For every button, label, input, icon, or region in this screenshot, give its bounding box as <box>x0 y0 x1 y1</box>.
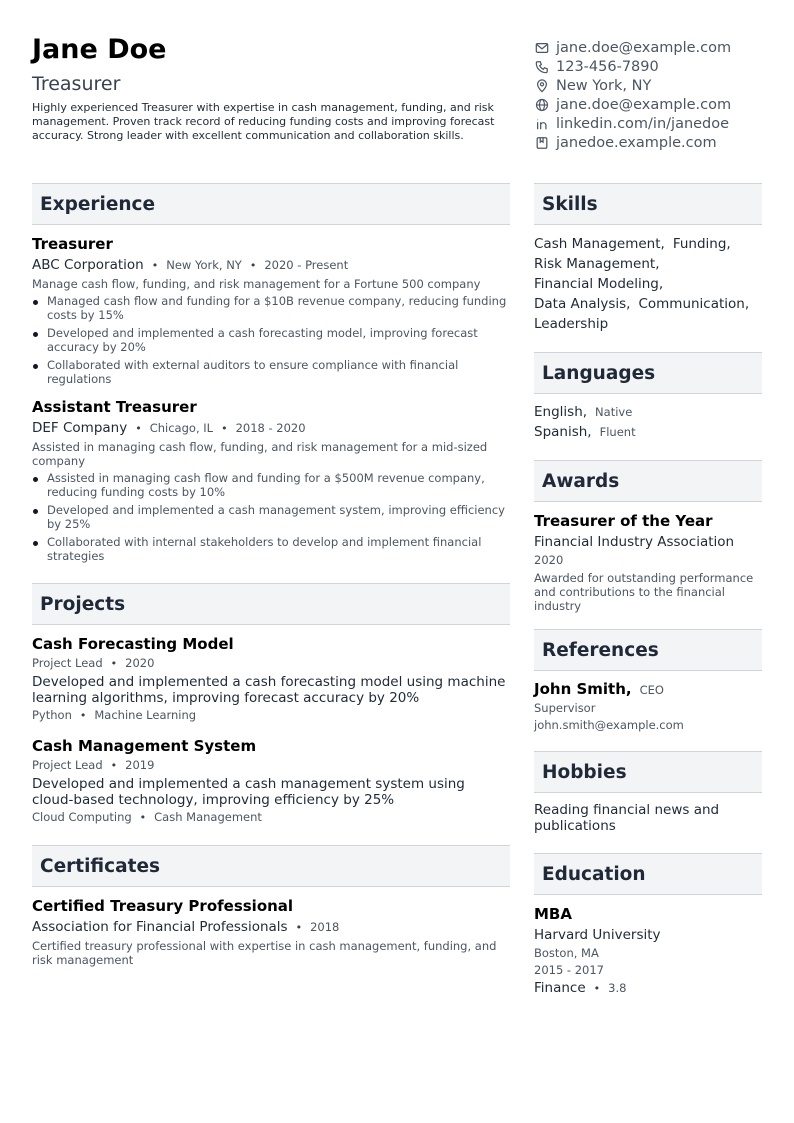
project-title: Cash Forecasting Model <box>32 635 234 653</box>
certificates-heading-text: Certificates <box>40 855 160 877</box>
contact-location <box>534 76 774 95</box>
separator-dot: • <box>139 811 147 824</box>
experience-item <box>32 235 510 386</box>
separator-dot: • <box>151 259 159 272</box>
project-keywords <box>32 810 510 825</box>
job-highlight: Assisted in managing cash flow and funding for a $500M revenue company, reducing funding costs by 10% <box>32 471 510 499</box>
project-item <box>32 737 510 825</box>
project-keyword: Machine Learning <box>94 708 197 722</box>
contact-linkedin-text: linkedin.com/in/janedoe <box>556 115 730 132</box>
separator-dot: • <box>79 709 87 722</box>
certificates-heading <box>32 845 510 887</box>
separator-dot: • <box>249 259 257 272</box>
award-item <box>534 512 762 613</box>
job-dates: 2018 - 2020 <box>235 421 306 435</box>
certificate-item <box>32 897 510 967</box>
hobbies-heading-text: Hobbies <box>542 761 627 783</box>
award-description: Awarded for outstanding performance and contributions to the financial industry <box>534 571 754 613</box>
skills-heading-text: Skills <box>542 193 598 215</box>
job-dates: 2020 - Present <box>264 258 349 272</box>
skills-heading <box>534 183 762 225</box>
hobbies-heading <box>534 751 762 793</box>
separator-dot: • <box>593 982 601 995</box>
education-degree: MBA <box>534 905 572 923</box>
language-level: Native <box>595 405 633 419</box>
job-company: DEF Company <box>32 420 128 436</box>
separator-dot: • <box>135 422 142 435</box>
location-pin-icon <box>534 78 549 93</box>
language-name: Spanish, <box>534 424 592 440</box>
award-title: Treasurer of the Year <box>534 512 713 530</box>
certificate-title: Certified Treasury Professional <box>32 897 294 915</box>
separator-dot: • <box>110 657 118 670</box>
job-highlights <box>32 471 510 563</box>
phone-icon <box>534 59 549 74</box>
job-highlight: Collaborated with external auditors to ensure compliance with financial regulations <box>32 358 510 386</box>
language-item <box>534 402 762 422</box>
reference-relation: Supervisor <box>534 701 596 715</box>
job-meta <box>32 420 510 437</box>
job-location: New York, NY <box>166 258 242 272</box>
job-summary: Assisted in managing cash flow, funding, and risk management for a mid-sized company <box>32 440 488 468</box>
language-level: Fluent <box>599 425 636 439</box>
job-highlights <box>32 294 510 386</box>
certificate-year: 2018 <box>310 920 340 934</box>
skill-item: Financial Modeling, <box>534 276 664 292</box>
languages-list <box>534 402 762 442</box>
job-title: Assistant Treasurer <box>32 398 197 416</box>
education-location: Boston, MA <box>534 946 599 960</box>
reference-item <box>534 680 762 733</box>
languages-heading <box>534 352 762 394</box>
project-role: Project Lead <box>32 758 103 772</box>
projects-heading-text: Projects <box>40 593 126 615</box>
skill-item: Data Analysis, <box>534 296 631 312</box>
contact-email[interactable] <box>534 38 774 57</box>
project-description: Developed and implemented a cash management system using cloud-based technology, improving efficiency by 25% <box>32 776 465 808</box>
experience-item <box>32 398 510 563</box>
award-awarder: Financial Industry Association <box>534 534 735 550</box>
project-title: Cash Management System <box>32 737 257 755</box>
experience-heading-text: Experience <box>40 193 156 215</box>
skill-item: Cash Management, <box>534 236 665 252</box>
project-keywords <box>32 708 510 723</box>
job-company: ABC Corporation <box>32 257 144 273</box>
project-year: 2020 <box>125 656 155 670</box>
job-highlight: Managed cash flow and funding for a $10B revenue company, reducing funding costs by 15% <box>32 294 510 322</box>
contact-portfolio[interactable] <box>534 133 774 152</box>
education-dates: 2015 - 2017 <box>534 963 604 977</box>
job-highlight: Developed and implemented a cash management system, improving efficiency by 25% <box>32 503 510 531</box>
reference-name: John Smith, <box>534 680 632 698</box>
hobbies-text: Reading financial news and publications <box>534 802 720 834</box>
languages-heading-text: Languages <box>542 362 656 384</box>
email-icon <box>534 40 549 55</box>
experience-heading <box>32 183 510 225</box>
candidate-name: Jane Doe <box>32 34 167 65</box>
project-meta <box>32 758 510 773</box>
awards-heading <box>534 460 762 502</box>
profile-summary: Highly experienced Treasurer with expertise in cash management, funding, and risk management. Proven track record of reducing funding costs and improving forecast accuracy. Strong leader with excellent communication and collaboration skills. <box>32 101 495 142</box>
job-highlight: Collaborated with internal stakeholders to develop and implement financial strategies <box>32 535 510 563</box>
candidate-headline: Treasurer <box>32 73 121 95</box>
award-year: 2020 <box>534 553 564 567</box>
project-role: Project Lead <box>32 656 103 670</box>
resume-header <box>32 32 510 143</box>
job-meta <box>32 257 510 274</box>
language-item <box>534 422 762 442</box>
separator-dot: • <box>110 759 118 772</box>
skill-item: Leadership <box>534 316 609 332</box>
contact-location-text: New York, NY <box>556 77 652 94</box>
main-column <box>32 183 510 967</box>
education-field: Finance <box>534 980 586 996</box>
education-heading <box>534 853 762 895</box>
separator-dot: • <box>221 422 228 435</box>
certificate-issuer: Association for Financial Professionals <box>32 919 288 935</box>
reference-title: CEO <box>639 683 664 697</box>
references-heading-text: References <box>542 639 659 661</box>
projects-heading <box>32 583 510 625</box>
contact-website-text: jane.doe@example.com <box>556 96 732 113</box>
bookmark-icon <box>534 135 549 150</box>
project-year: 2019 <box>125 758 155 772</box>
education-gpa: 3.8 <box>608 981 627 995</box>
job-highlight: Developed and implemented a cash forecasting model, improving forecast accuracy by 20% <box>32 326 510 354</box>
contact-website[interactable] <box>534 95 774 114</box>
certificate-description: Certified treasury professional with expertise in cash management, funding, and risk management <box>32 939 497 967</box>
job-location: Chicago, IL <box>149 421 214 435</box>
reference-email[interactable]: john.smith@example.com <box>534 718 684 732</box>
contact-phone-text: 123-456-7890 <box>556 58 659 75</box>
awards-heading-text: Awards <box>542 470 620 492</box>
globe-icon <box>534 97 549 112</box>
education-item <box>534 905 762 997</box>
skill-item: Risk Management, <box>534 256 660 272</box>
project-keyword: Python <box>32 708 72 722</box>
education-field-row <box>534 980 762 997</box>
skills-list <box>534 234 762 334</box>
contact-email-text: jane.doe@example.com <box>556 39 732 56</box>
project-description: Developed and implemented a cash forecasting model using machine learning algorithms, improving forecast accuracy by 20% <box>32 674 506 706</box>
project-keyword: Cloud Computing <box>32 810 132 824</box>
job-summary: Manage cash flow, funding, and risk management for a Fortune 500 company <box>32 277 481 291</box>
education-heading-text: Education <box>542 863 646 885</box>
certificate-meta <box>32 919 510 936</box>
education-institution: Harvard University <box>534 927 661 943</box>
project-item <box>32 635 510 723</box>
sidebar-column <box>534 183 762 997</box>
contact-phone[interactable] <box>534 57 774 76</box>
separator-dot: • <box>295 921 303 934</box>
contact-list <box>534 38 774 152</box>
project-keyword: Cash Management <box>154 810 262 824</box>
skill-item: Funding, <box>672 236 731 252</box>
contact-portfolio-text: janedoe.example.com <box>556 134 717 151</box>
linkedin-icon <box>534 116 549 131</box>
project-meta <box>32 656 510 671</box>
contact-linkedin[interactable] <box>534 114 774 133</box>
job-title: Treasurer <box>32 235 113 253</box>
skill-item: Communication, <box>638 296 750 312</box>
references-heading <box>534 629 762 671</box>
language-name: English, <box>534 404 588 420</box>
